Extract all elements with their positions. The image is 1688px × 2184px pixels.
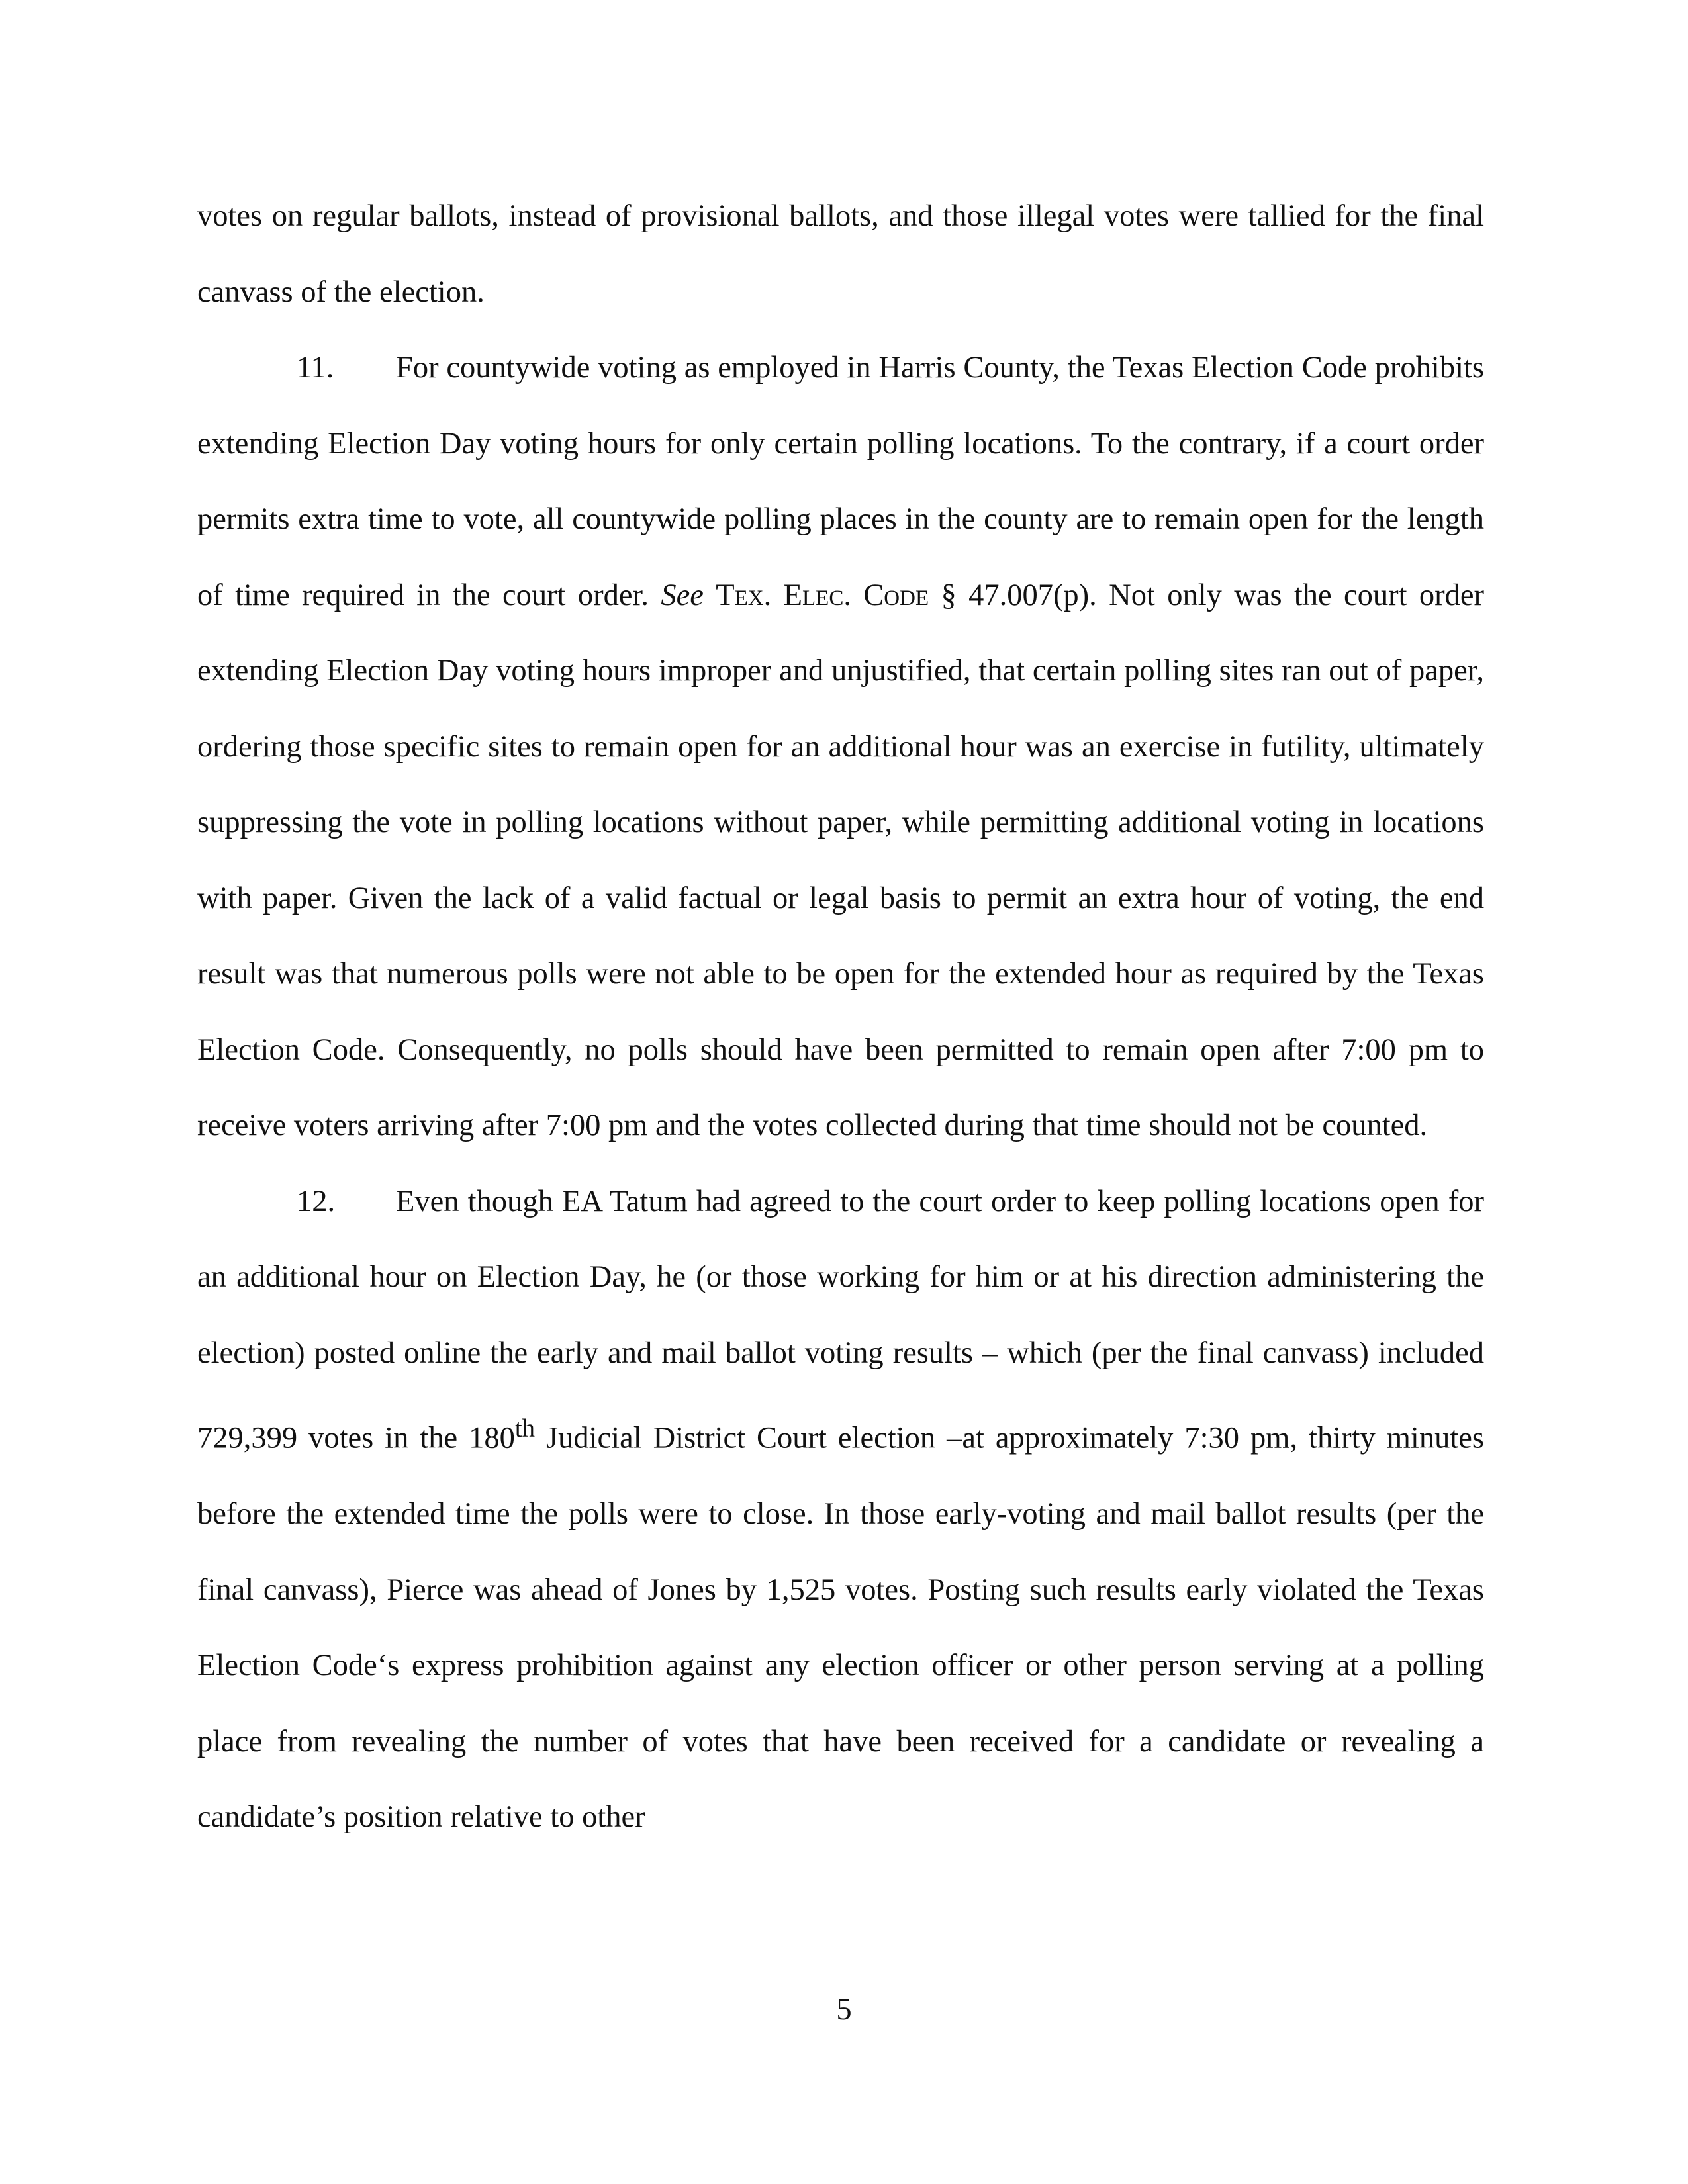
paragraph-text: For countywide voting as employed in Harris County, the Texas Election Code prohibits extending Election Day voting hours for only certain polling locations. To the contrary, if a court order permits extra time to vote, all countywide polling places in the county are to remain open for the length of time required in the court order. [197, 351, 1484, 612]
citation-code: Code [863, 578, 929, 612]
paragraph-11: 11. For countywide voting as employed in Harris County, the Texas Election Code prohibits extending Election Day voting hours for only certain polling locations. To the contrary, if a court order permits extra time to vote, all countywide polling places in the county are to remain open for the length of time required in the court order. See Tex. Elec. Code § 47.007(p). Not only was the court order extending Election Day voting hours improper and unjustified, that certain polling sites ran out of paper, ordering those specific sites to remain open for an additional hour was an exercise in futility, ultimately suppressing the vote in polling locations without paper, while permitting additional voting in locations with paper. Given the lack of a valid factual or legal basis to permit an extra hour of voting, the end result was that numerous polls were not able to be open for the extended hour as required by the Texas Election Code. Consequently, no polls should have been permitted to remain open after 7:00 pm to receive voters arriving after 7:00 pm and the votes collected during that time should not be counted. [197, 330, 1484, 1164]
citation-tex: Tex [716, 578, 764, 612]
paragraph-number: 11. [297, 351, 334, 385]
citation-signal: See [661, 578, 704, 612]
paragraph-12 [197, 1164, 1484, 1856]
continuation-text: votes on regular ballots, instead of provisional ballots, and those illegal votes were tallied for the final canvass of the election. [197, 199, 1484, 309]
continuation-paragraph [197, 179, 1484, 330]
ordinal-superscript: th [514, 1414, 536, 1443]
page-number: 5 [836, 1993, 852, 2026]
paragraph-number: 12. [297, 1184, 336, 1218]
body-text [197, 179, 1484, 1856]
citation-section: § 47.007(p). [929, 578, 1097, 612]
paragraph-text-continued: Not only was the court order extending Election Day voting hours improper and unjustified, that certain polling sites ran out of paper, ordering those specific sites to remain open for an additional hour was an exercise in futility, ultimately suppressing the vote in polling locations without paper, while permitting additional voting in locations with paper. Given the lack of a valid factual or legal basis to permit an extra hour of voting, the end result was that numerous polls were not able to be open for the extended hour as required by the Texas Election Code. Consequently, no polls should have been permitted to remain open after 7:00 pm to receive voters arriving after 7:00 pm and the votes collected during that time should not be counted. [197, 578, 1485, 1142]
paragraph-text-continued: Judicial District Court election –at approximately 7:30 pm, thirty minutes before the extended time the polls were to close. In those early-voting and mail ballot results (per the final canvass), Pierce was ahead of Jones by 1,525 votes. Posting such results early violated the Texas Election Code‘s express prohibition against any election officer or other person serving at a polling place from revealing the number of votes that have been received for a candidate or revealing a candidate’s position relative to other [197, 1421, 1484, 1834]
citation-elec: Elec [783, 578, 844, 612]
paragraph-text: Even though EA Tatum had agreed to the court order to keep polling locations open for an additional hour on Election Day, he (or those working for him or at his direction administering the election) posted online the early and mail ballot voting results – which (per the final canvass) included 729,399 votes in the 180 [197, 1184, 1484, 1455]
